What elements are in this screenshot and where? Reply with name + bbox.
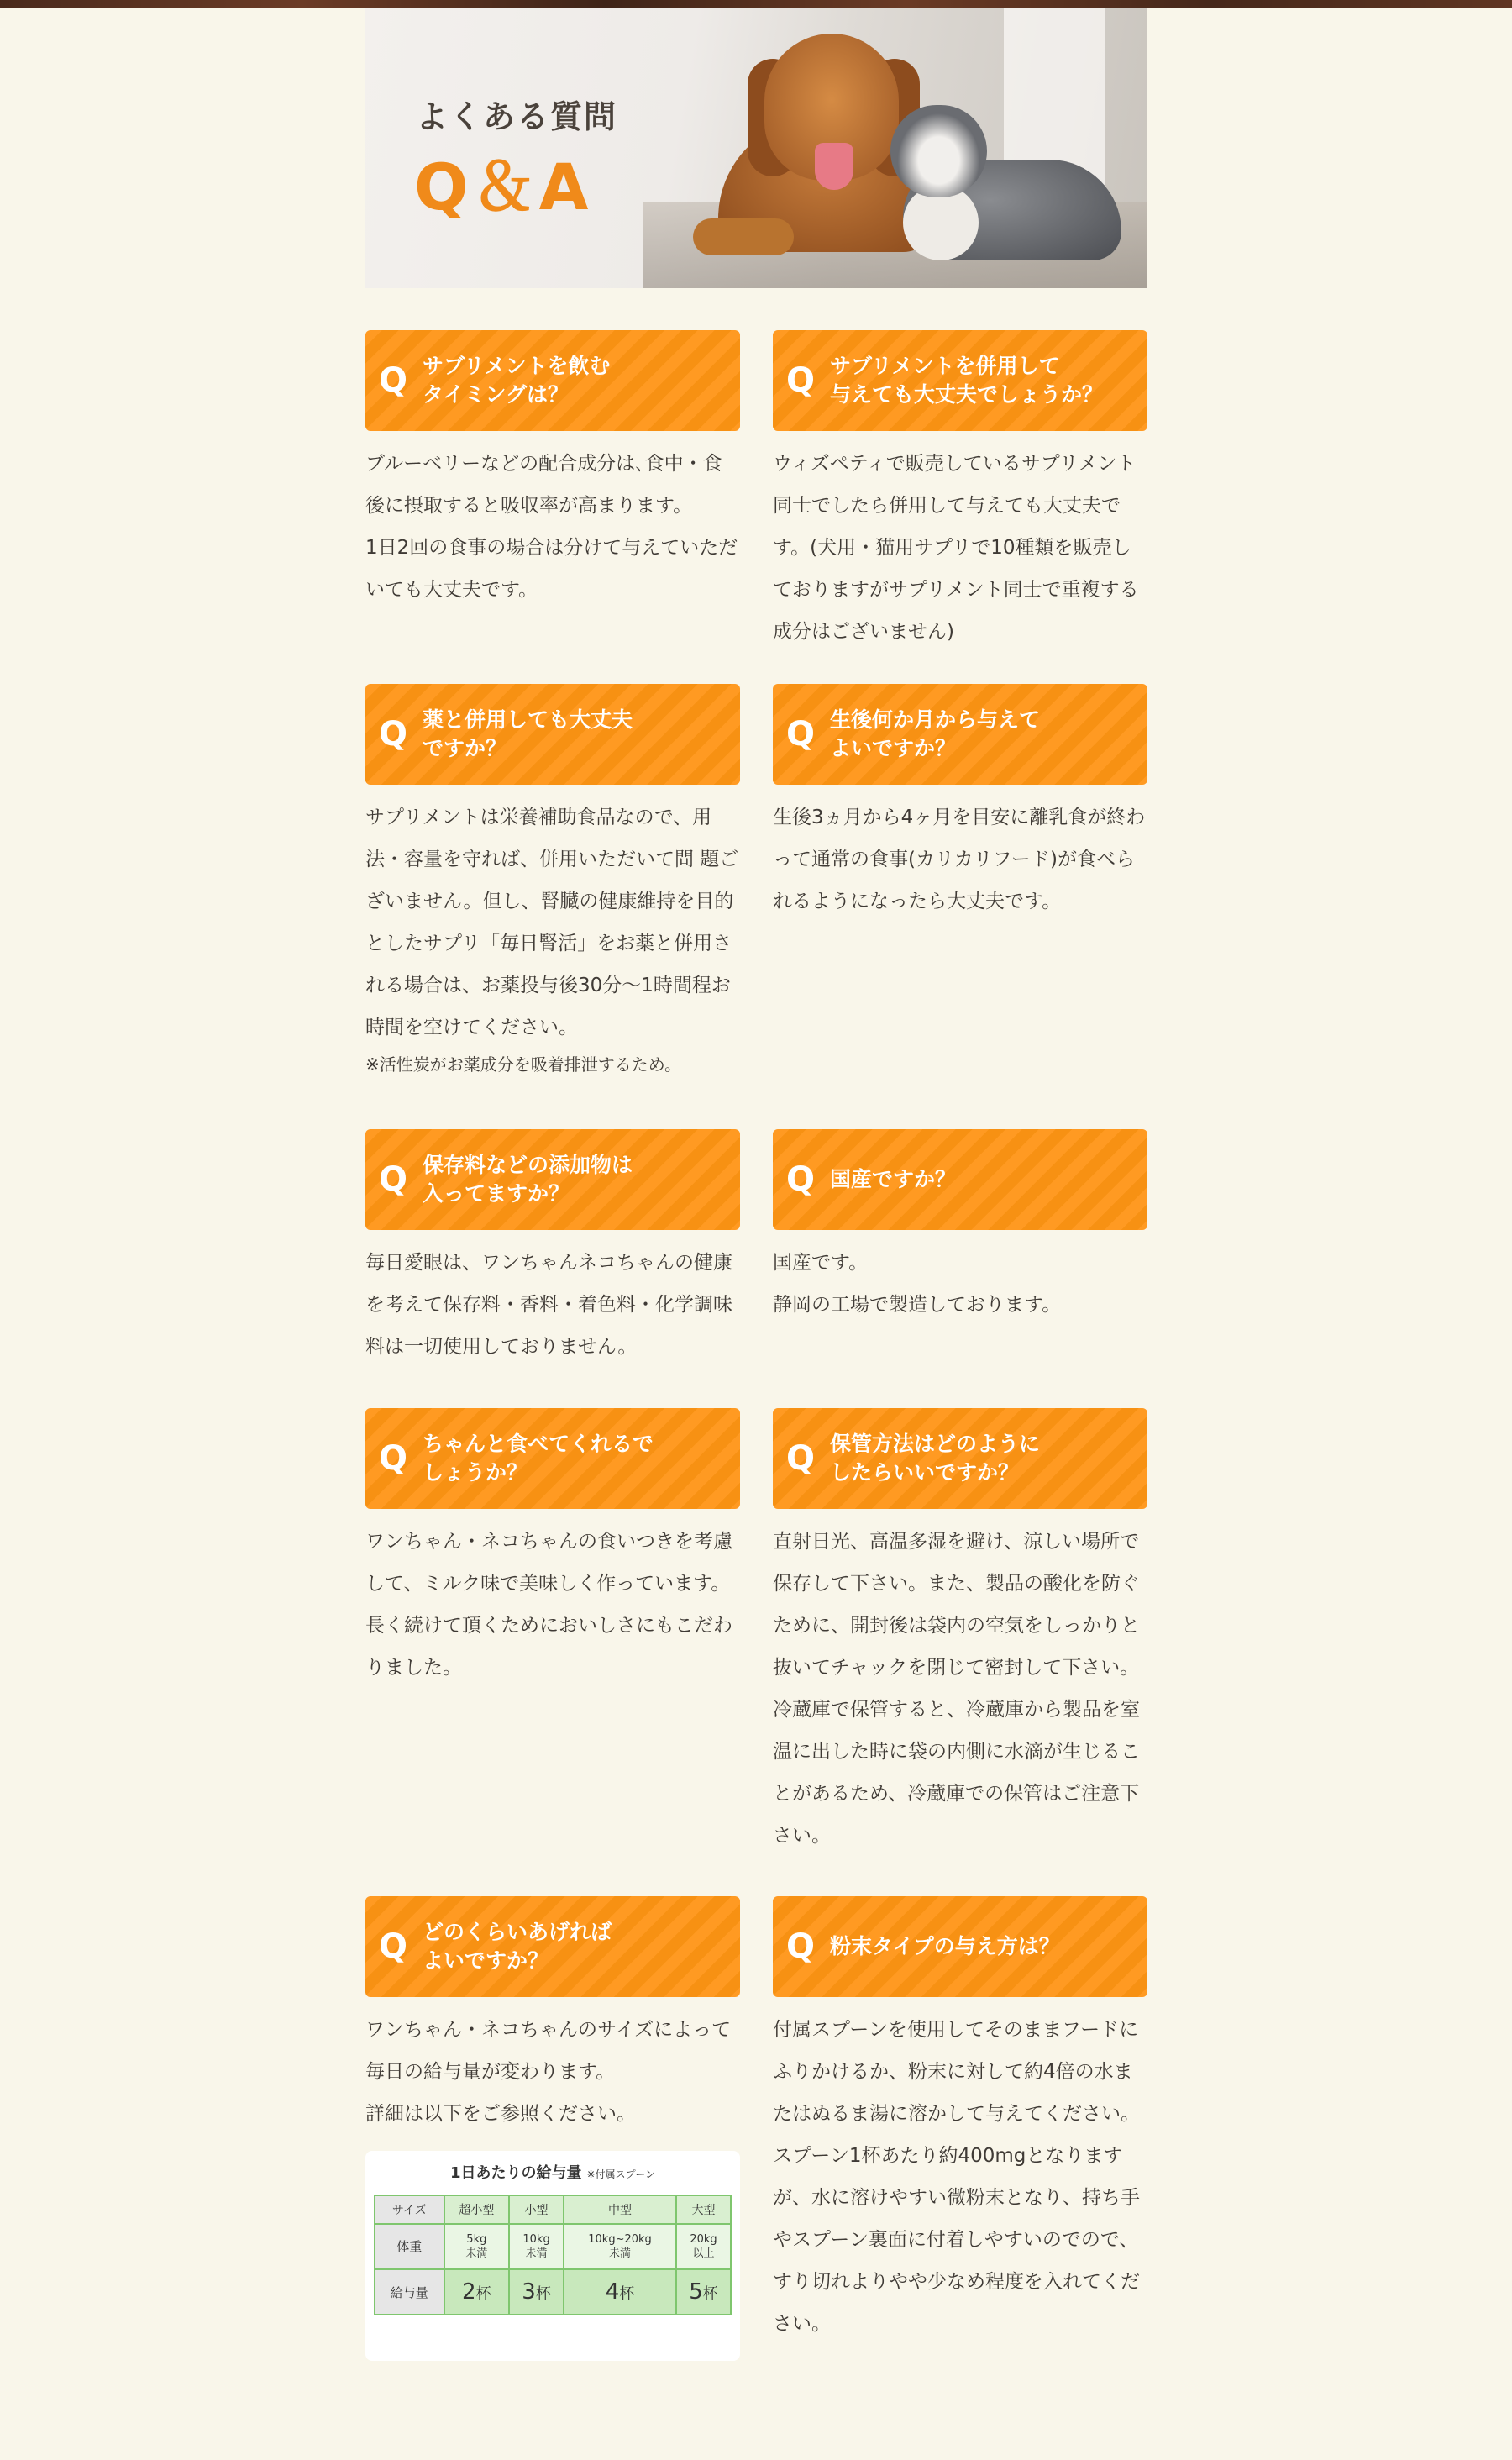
header-size: サイズ: [375, 2195, 444, 2224]
question-text: ちゃんと食べてくれるで しょうか？: [423, 1432, 654, 1485]
answer-text: ワンちゃん・ネコちゃんの食いつきを考慮して、ミルク味で美味しく作っています。長く続けて頂くためにおいしさにもこだわりました。: [365, 1531, 732, 1679]
weight-cell: 20kg 以上: [676, 2224, 731, 2269]
question-text: 粉末タイプの与え方は？: [830, 1934, 1060, 1958]
question-text: サブリメントを併用して 与えても大丈夫でしょうか？: [830, 354, 1104, 407]
feed-title-text: 1日あたりの給与量: [450, 2164, 582, 2182]
question-box: [773, 330, 1147, 431]
amount-cell: [444, 2269, 510, 2315]
answer-text: 毎日愛眼は、ワンちゃんネコちゃんの健康を考えて保存料・香料・着色料・化学調味料は一切使用しておりません。: [365, 1252, 732, 1358]
answer-text: サプリメントは栄養補助食品なので、用法・容量を守れば、併用いただいて問 題ございません。但し、腎臓の健康維持を目的としたサプリ「毎日腎活」をお薬と併用される場合は、お薬投与後30分〜1時間程お時間を空けてください。: [365, 807, 739, 1038]
weight-cell: 10kg 未満: [509, 2224, 564, 2269]
q-icon: Q: [379, 1160, 408, 1199]
faq-item-taste: [365, 1408, 740, 1689]
feed-title-note: ※付属スプーン: [586, 2168, 655, 2180]
amount-unit: 杯: [619, 2285, 635, 2303]
amount-value: 2: [462, 2279, 476, 2305]
faq-item-storage: [773, 1408, 1147, 1857]
amount-value: 5: [689, 2279, 703, 2305]
question-text: どのくらいあげれば よいですか？: [423, 1920, 612, 1973]
weight-cell: 5kg 未満: [444, 2224, 510, 2269]
answer-text: ワンちゃん・ネコちゃんのサイズによって毎日の給与量が変わります。 詳細は以下をご参照ください。: [365, 2019, 732, 2125]
header-large: 大型: [676, 2195, 731, 2224]
question-text: 薬と併用しても大丈夫 ですか？: [423, 707, 633, 760]
weight-label: 体重: [375, 2224, 444, 2269]
question-text: 生後何か月から与えて よいですか？: [830, 707, 1041, 760]
header-medium: 中型: [564, 2195, 676, 2224]
amount-cell: [564, 2269, 676, 2315]
feeding-amount-table: [365, 2151, 740, 2361]
answer-text: ウィズペティで販売しているサプリメント同士でしたら併用して与えても大丈夫です。(犬用・猫用サプリで10種類を販売しておりますがサプリメント同士で重複する成分はございません): [773, 453, 1139, 643]
question-box: [773, 1408, 1147, 1509]
amount-value: 4: [605, 2279, 620, 2305]
q-icon: Q: [786, 1160, 816, 1199]
question-box: [773, 684, 1147, 785]
faq-item-timing: [365, 330, 740, 611]
question-box: [365, 330, 740, 431]
question-text: 保存料などの添加物は 入ってますか？: [423, 1153, 633, 1206]
q-icon: Q: [379, 1927, 408, 1966]
hero-subtitle: よくある質問: [416, 98, 618, 135]
question-box: [365, 1408, 740, 1509]
question-text: 保管方法はどのように したらいいですか？: [830, 1432, 1041, 1485]
faq-item-powder: [773, 1896, 1147, 2345]
answer-note: ※活性炭がお薬成分を吸着排泄するため。: [365, 1054, 681, 1075]
dog-tongue: [815, 143, 853, 190]
q-icon: Q: [379, 1439, 408, 1478]
question-text: 国産ですか？: [830, 1167, 957, 1191]
amount-value: 3: [522, 2279, 536, 2305]
faq-item-combined-use: [773, 330, 1147, 653]
q-icon: Q: [379, 715, 408, 754]
answer-text: 国産です。 静岡の工場で製造しております。: [773, 1252, 1062, 1316]
faq-hero-banner: [365, 8, 1147, 288]
amount-label: 給与量: [375, 2269, 444, 2315]
feed-table: [374, 2195, 732, 2315]
amount-unit: 杯: [475, 2285, 491, 2303]
question-box: [773, 1129, 1147, 1230]
answer-text: 直射日光、高温多湿を避け、涼しい場所で保存して下さい。また、製品の酸化を防ぐために、開封後は袋内の空気をしっかりと抜いてチャックを閉じて密封して下さい。冷蔵庫で保管すると、冷蔵庫から製品を室温に出した時に袋の内側に水滴が生じることがあるため、冷蔵庫での保管はご注意下さい。: [773, 1531, 1140, 1847]
answer-text: 付属スプーンを使用してそのままフードにふりかけるか、粉末に対して約4倍の水またはぬるま湯に溶かして与えてください。スプーン1杯あたり約400mgとなりますが、水に溶けやすい微粉末となり、持ち手やスプーン裏面に付着しやすいのでので、すり切れよりやや少なめ程度を入れてください。: [773, 2019, 1140, 2335]
amount-unit: 杯: [535, 2285, 551, 2303]
header-small: 小型: [509, 2195, 564, 2224]
q-icon: Q: [786, 361, 816, 400]
q-icon: Q: [786, 715, 816, 754]
faq-item-domestic: [773, 1129, 1147, 1326]
faq-item-additives: [365, 1129, 740, 1368]
faq-item-medicine: [365, 684, 740, 1080]
question-text: サブリメントを飲む タイミングは？: [423, 354, 611, 407]
top-wood-bar: [0, 0, 1512, 8]
hero-title: Q＆A: [414, 150, 592, 224]
question-box: [365, 684, 740, 785]
amount-cell: [676, 2269, 731, 2315]
faq-item-age: [773, 684, 1147, 922]
question-box: [773, 1896, 1147, 1997]
q-icon: Q: [786, 1439, 816, 1478]
question-box: [365, 1896, 740, 1997]
amount-cell: [509, 2269, 564, 2315]
question-box: [365, 1129, 740, 1230]
dog-paw: [693, 218, 794, 255]
header-xsmall: 超小型: [444, 2195, 510, 2224]
amount-unit: 杯: [702, 2285, 718, 2303]
feed-table-title: [365, 2161, 740, 2183]
q-icon: Q: [786, 1927, 816, 1966]
faq-item-amount: [365, 1896, 740, 2135]
answer-text: ブルーベリーなどの配合成分は､食中・食後に摂取すると吸収率が高まります。 1日2回の食事の場合は分けて与えていただいても大丈夫です。: [365, 453, 738, 601]
q-icon: Q: [379, 361, 408, 400]
answer-text: 生後3ヵ月から4ヶ月を目安に離乳食が終わって通常の食事(カリカリフード)が食べられるようになったら大丈夫です。: [773, 807, 1146, 912]
cat-head: [890, 105, 987, 197]
weight-cell: 10kg~20kg 未満: [564, 2224, 676, 2269]
